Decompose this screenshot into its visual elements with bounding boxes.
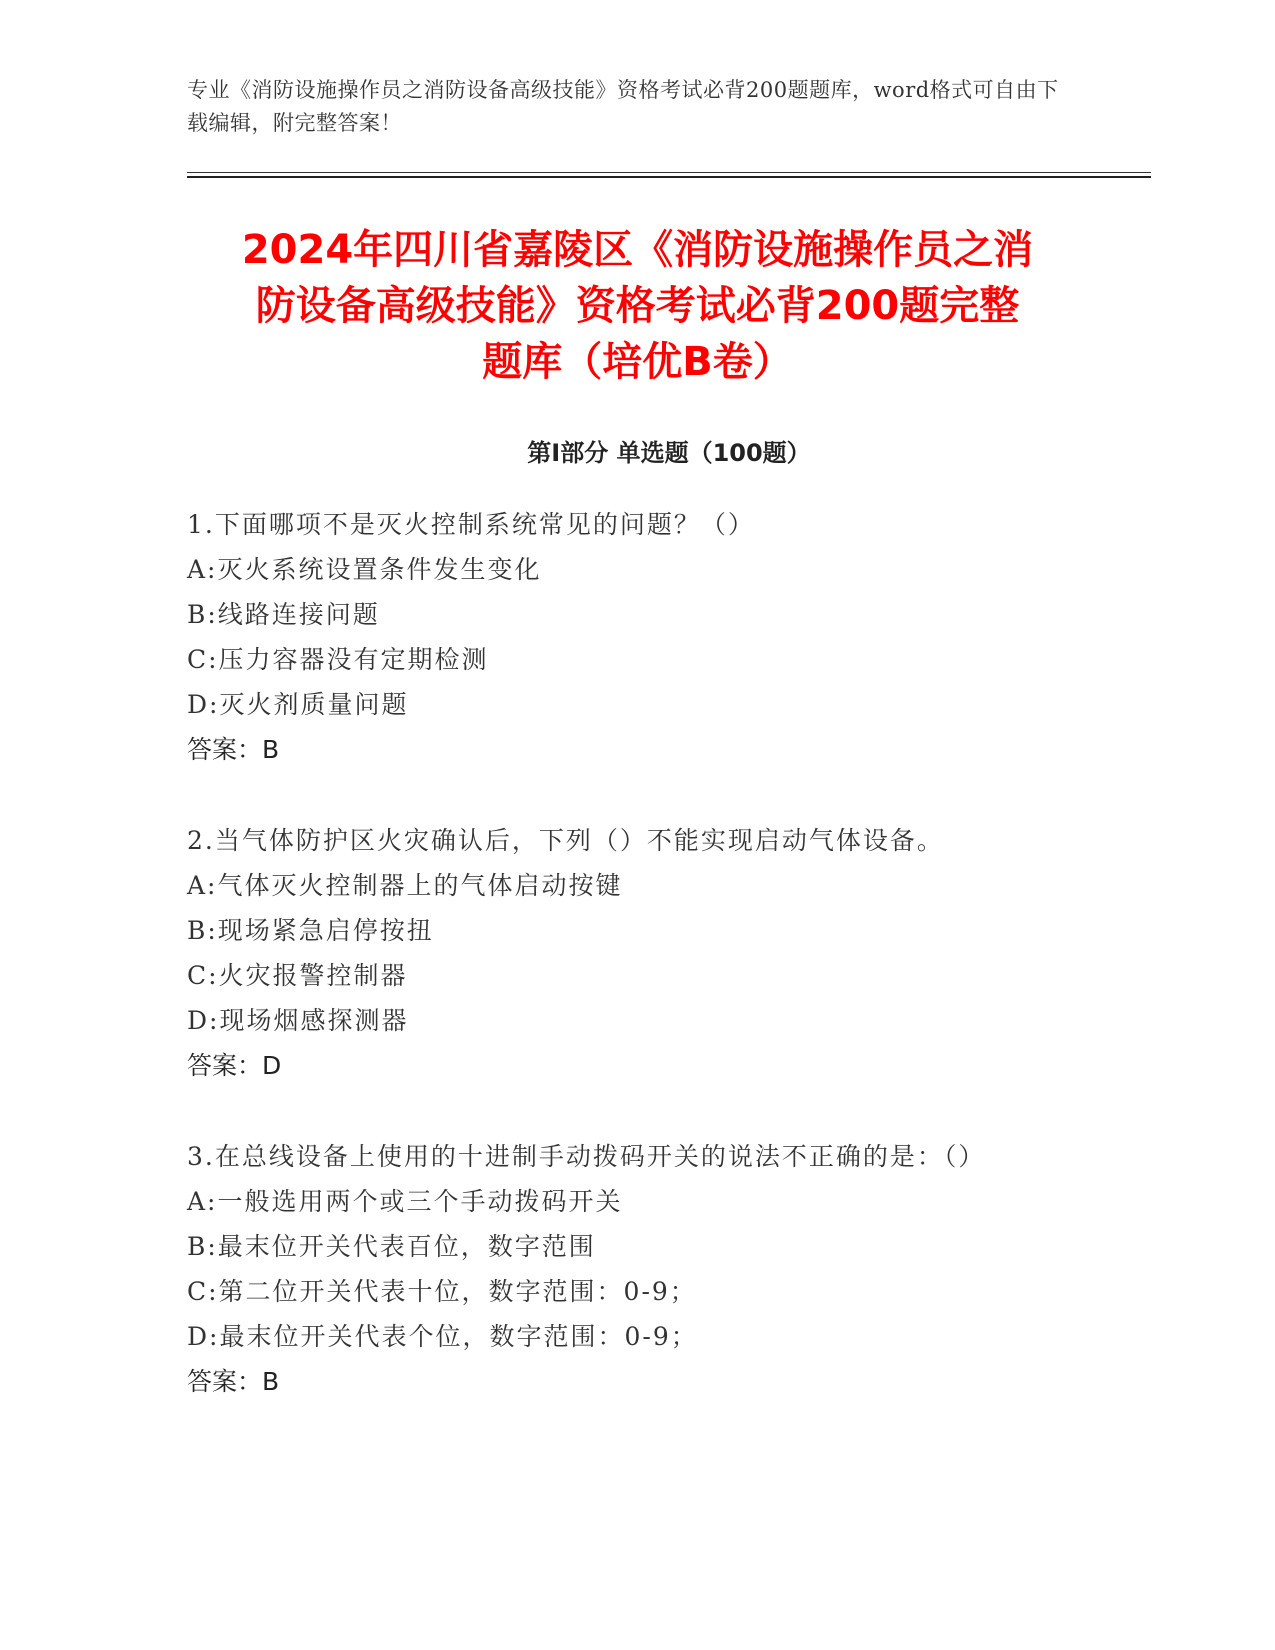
option-c: C:压力容器没有定期检测 <box>187 645 489 674</box>
option-c: C:第二位开关代表十位，数字范围：0-9； <box>187 1277 697 1306</box>
question-stem: 2.当气体防护区火灾确认后，下列（）不能实现启动气体设备。 <box>187 826 944 855</box>
answer: 答案：B <box>187 735 280 764</box>
option-a: A:一般选用两个或三个手动拨码开关 <box>187 1187 623 1216</box>
document-title <box>150 222 1125 390</box>
option-b: B:现场紧急启停按扭 <box>187 916 434 945</box>
option-d: D:灭火剂质量问题 <box>187 690 409 719</box>
header-note: 专业《消防设施操作员之消防设备高级技能》资格考试必背200题题库，word格式可自由下载编辑，附完整答案！ <box>187 78 1059 135</box>
option-d: D:最末位开关代表个位，数字范围：0-9； <box>187 1322 698 1351</box>
header-rule-thin <box>187 172 1151 173</box>
question-1 <box>187 502 1127 772</box>
section-title: 第Ⅰ部分 单选题（100题） <box>527 439 811 467</box>
option-b: B:线路连接问题 <box>187 600 380 629</box>
question-stem: 3.在总线设备上使用的十进制手动拨码开关的说法不正确的是：（） <box>187 1142 986 1171</box>
question-3 <box>187 1134 1127 1404</box>
answer: 答案：B <box>187 1367 280 1396</box>
option-b: B:最末位开关代表百位，数字范围 <box>187 1232 596 1261</box>
document-title-line-2: 防设备高级技能》资格考试必背200题完整 <box>255 283 1020 329</box>
document-title-line-1: 2024年四川省嘉陵区《消防设施操作员之消 <box>241 227 1034 273</box>
option-d: D:现场烟感探测器 <box>187 1006 409 1035</box>
option-a: A:灭火系统设置条件发生变化 <box>187 555 542 584</box>
answer: 答案：D <box>187 1051 282 1080</box>
document-title-line-3: 题库（培优B卷） <box>482 339 793 385</box>
option-a: A:气体灭火控制器上的气体启动按键 <box>187 871 623 900</box>
question-2 <box>187 818 1127 1088</box>
option-c: C:火灾报警控制器 <box>187 961 408 990</box>
question-stem: 1.下面哪项不是灭火控制系统常见的问题？（） <box>187 510 755 539</box>
header-rule-thick <box>187 176 1151 178</box>
